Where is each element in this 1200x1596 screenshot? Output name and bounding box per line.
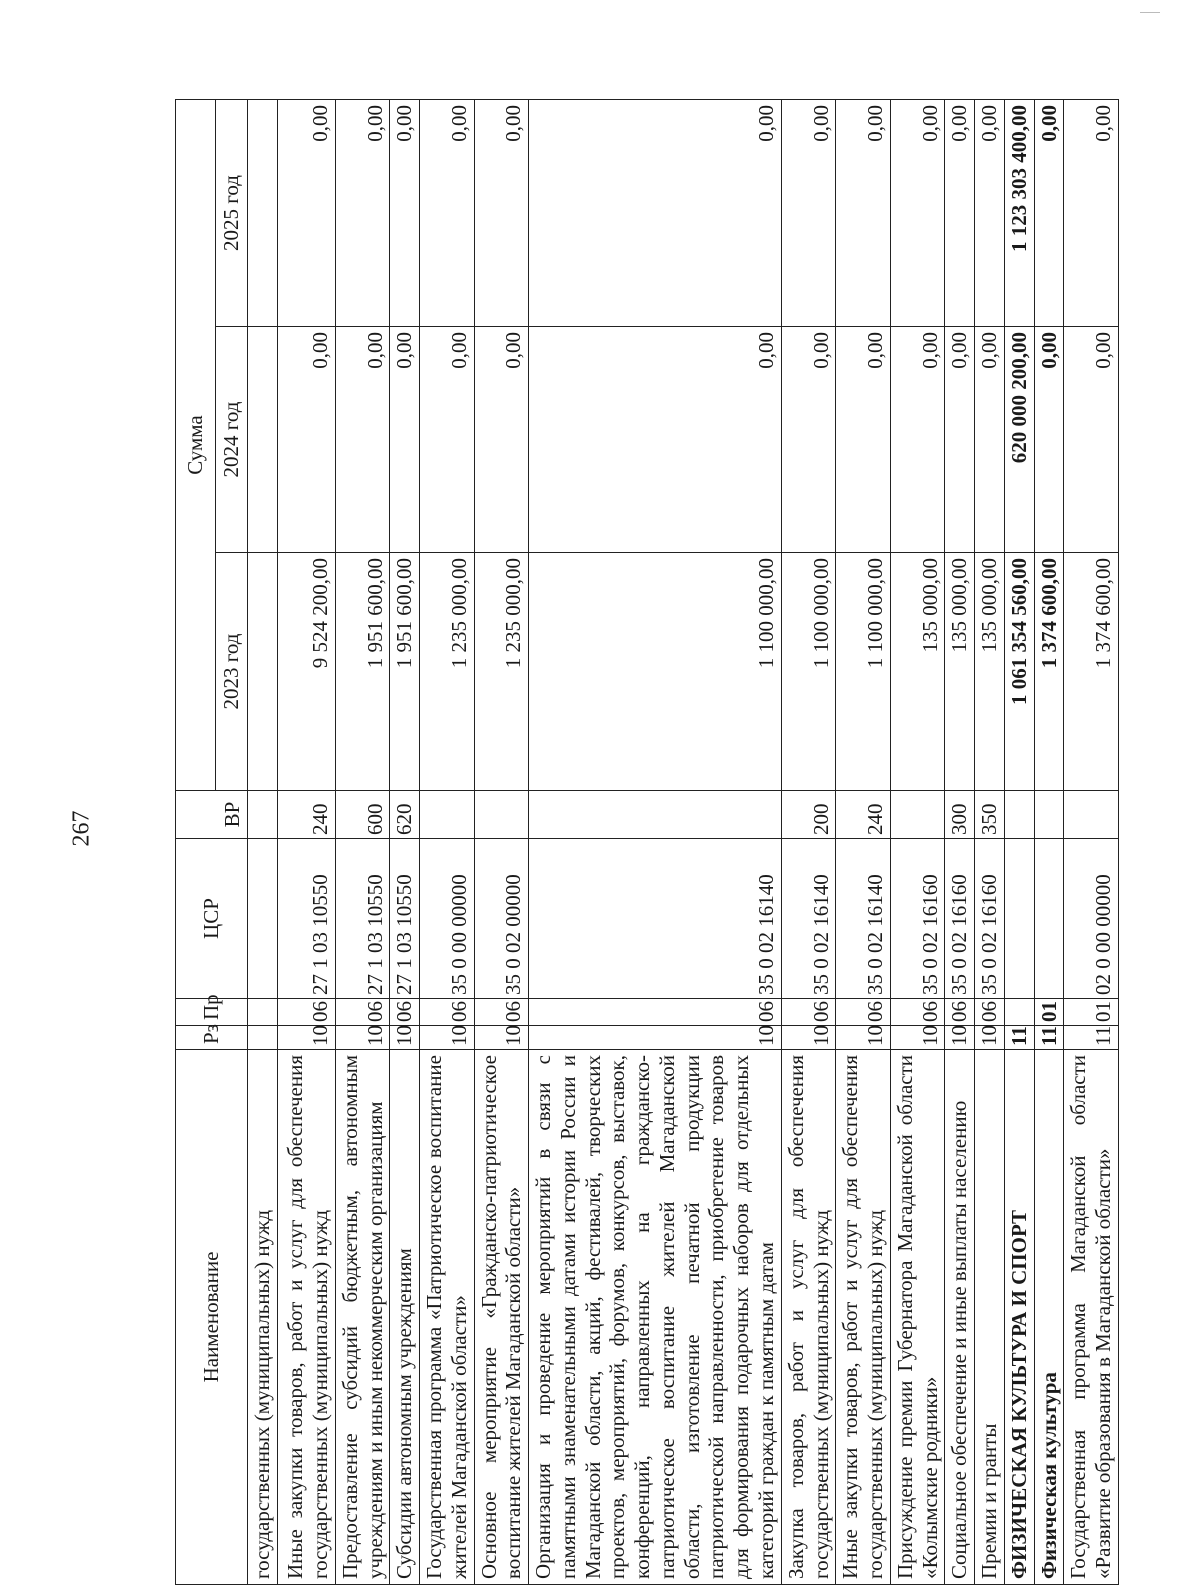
row-pr: 06 bbox=[390, 999, 420, 1026]
row-name: Иные закупки товаров, работ и услуг для обеспечения государственных (муниципальных) нужд bbox=[836, 1050, 891, 1585]
row-pr: 06 bbox=[945, 999, 975, 1026]
row-pr: 06 bbox=[529, 999, 782, 1026]
table-row bbox=[975, 99, 1005, 1584]
row-csr bbox=[1034, 839, 1064, 999]
row-rz: 11 bbox=[1004, 1026, 1034, 1050]
row-pr: 06 bbox=[335, 999, 390, 1026]
row-2025-value: 0,00 bbox=[975, 99, 1005, 326]
row-rz: 10 bbox=[474, 1026, 529, 1050]
row-2023-value: 1 100 000,00 bbox=[836, 553, 891, 791]
row-2024-value: 0,00 bbox=[781, 327, 836, 553]
row-rz: 10 bbox=[836, 1026, 891, 1050]
table-row bbox=[420, 99, 475, 1584]
row-vr: 350 bbox=[975, 791, 1005, 839]
row-csr: 35 0 02 16140 bbox=[781, 839, 836, 999]
row-pr: 06 bbox=[474, 999, 529, 1026]
row-2025-value: 1 123 303 400,00 bbox=[1004, 99, 1034, 326]
row-pr bbox=[248, 999, 278, 1026]
row-2024-value: 0,00 bbox=[1034, 327, 1064, 553]
row-2024-value: 620 000 200,00 bbox=[1004, 327, 1034, 553]
row-pr: 06 bbox=[836, 999, 891, 1026]
header-sum: Сумма bbox=[176, 99, 216, 790]
row-rz: 10 bbox=[420, 1026, 475, 1050]
row-2023-value bbox=[248, 553, 278, 791]
row-2025-value: 0,00 bbox=[945, 99, 975, 326]
row-2025-value: 0,00 bbox=[335, 99, 390, 326]
row-2025-value: 0,00 bbox=[890, 99, 945, 326]
row-2024-value: 0,00 bbox=[836, 327, 891, 553]
table-row bbox=[1064, 99, 1119, 1584]
row-vr bbox=[474, 791, 529, 839]
row-rz: 10 bbox=[781, 1026, 836, 1050]
row-name: Предоставление субсидий бюджетным, автономным учреждениям и иным некоммерческим организациям bbox=[335, 1050, 390, 1585]
row-2025-value: 0,00 bbox=[420, 99, 475, 326]
row-name: Закупка товаров, работ и услуг для обеспечения государственных (муниципальных) нужд bbox=[781, 1050, 836, 1585]
row-rz: 11 bbox=[1034, 1026, 1064, 1050]
row-vr bbox=[1064, 791, 1119, 839]
header-2023: 2023 год bbox=[216, 553, 248, 791]
row-vr bbox=[248, 791, 278, 839]
row-pr: 01 bbox=[1034, 999, 1064, 1026]
row-vr bbox=[420, 791, 475, 839]
row-rz: 10 bbox=[335, 1026, 390, 1050]
row-pr: 06 bbox=[890, 999, 945, 1026]
row-name: Иные закупки товаров, работ и услуг для обеспечения государственных (муниципальных) нужд bbox=[277, 1050, 335, 1585]
header-name: Наименование bbox=[176, 1050, 248, 1585]
table-row bbox=[335, 99, 390, 1584]
row-rz: 10 bbox=[890, 1026, 945, 1050]
row-2025-value: 0,00 bbox=[1064, 99, 1119, 326]
row-2023-value: 135 000,00 bbox=[890, 553, 945, 791]
row-vr: 620 bbox=[390, 791, 420, 839]
row-2023-value: 135 000,00 bbox=[945, 553, 975, 791]
row-vr: 240 bbox=[836, 791, 891, 839]
row-2023-value: 135 000,00 bbox=[975, 553, 1005, 791]
header-csr: ЦСР bbox=[176, 839, 248, 999]
row-vr: 300 bbox=[945, 791, 975, 839]
row-name: ФИЗИЧЕСКАЯ КУЛЬТУРА И СПОРТ bbox=[1004, 1050, 1034, 1585]
row-2025-value: 0,00 bbox=[1034, 99, 1064, 326]
row-2023-value: 1 100 000,00 bbox=[781, 553, 836, 791]
row-name: Присуждение премии Губернатора Магаданской области «Колымские родники» bbox=[890, 1050, 945, 1585]
row-csr bbox=[1004, 839, 1034, 999]
row-name: Социальное обеспечение и иные выплаты населению bbox=[945, 1050, 975, 1585]
row-vr: 200 bbox=[781, 791, 836, 839]
row-rz: 11 bbox=[1064, 1026, 1119, 1050]
row-2023-value: 1 374 600,00 bbox=[1064, 553, 1119, 791]
row-rz: 10 bbox=[945, 1026, 975, 1050]
table-row bbox=[1004, 99, 1034, 1584]
rotated-page bbox=[175, 100, 1116, 1585]
header-rz: Рз bbox=[176, 1026, 248, 1050]
row-2023-value: 9 524 200,00 bbox=[277, 553, 335, 791]
row-pr bbox=[1004, 999, 1034, 1026]
row-2024-value: 0,00 bbox=[529, 327, 782, 553]
row-rz: 10 bbox=[529, 1026, 782, 1050]
row-pr: 01 bbox=[1064, 999, 1119, 1026]
row-pr: 06 bbox=[781, 999, 836, 1026]
row-2024-value: 0,00 bbox=[277, 327, 335, 553]
row-2024-value: 0,00 bbox=[890, 327, 945, 553]
row-csr: 27 1 03 10550 bbox=[390, 839, 420, 999]
row-2025-value: 0,00 bbox=[781, 99, 836, 326]
row-2024-value: 0,00 bbox=[420, 327, 475, 553]
row-2023-value: 1 235 000,00 bbox=[474, 553, 529, 791]
row-csr: 35 0 02 16160 bbox=[945, 839, 975, 999]
header-pr: Пр bbox=[176, 999, 248, 1026]
row-2023-value: 1 235 000,00 bbox=[420, 553, 475, 791]
row-vr: 600 bbox=[335, 791, 390, 839]
row-name: Организация и проведение мероприятий в связи с памятными знаменательными датами истории России и Магаданской области, акций, фестивалей, творческих проектов, мероприятий, форумов, конкурсов, выставок, конференций, направленных на гражданско-патриотическое воспитание жителей Магаданской области, изготовление печатной продукции патриотической направленности, приобретение товаров для формирования подарочных наборов для отдельных категорий граждан к памятным датам bbox=[529, 1050, 782, 1585]
table-row bbox=[890, 99, 945, 1584]
row-csr bbox=[248, 839, 278, 999]
row-2023-value: 1 374 600,00 bbox=[1034, 553, 1064, 791]
table-row bbox=[474, 99, 529, 1584]
row-2024-value: 0,00 bbox=[945, 327, 975, 553]
row-vr bbox=[1004, 791, 1034, 839]
row-2024-value: 0,00 bbox=[975, 327, 1005, 553]
table-row bbox=[836, 99, 891, 1584]
row-2024-value bbox=[248, 327, 278, 553]
row-pr: 06 bbox=[975, 999, 1005, 1026]
row-2024-value: 0,00 bbox=[390, 327, 420, 553]
row-2023-value: 1 061 354 560,00 bbox=[1004, 553, 1034, 791]
row-rz: 10 bbox=[277, 1026, 335, 1050]
row-rz bbox=[248, 1026, 278, 1050]
row-csr: 27 1 03 10550 bbox=[335, 839, 390, 999]
table-row bbox=[390, 99, 420, 1584]
table-row bbox=[277, 99, 335, 1584]
row-csr: 02 0 00 00000 bbox=[1064, 839, 1119, 999]
row-2025-value: 0,00 bbox=[836, 99, 891, 326]
table-row bbox=[248, 99, 278, 1584]
row-2025-value: 0,00 bbox=[474, 99, 529, 326]
budget-table bbox=[175, 99, 1119, 1585]
row-name: Основное мероприятие «Гражданско-патриотическое воспитание жителей Магаданской области» bbox=[474, 1050, 529, 1585]
row-2025-value: 0,00 bbox=[390, 99, 420, 326]
row-csr: 35 0 02 16140 bbox=[529, 839, 782, 999]
row-csr: 35 0 02 00000 bbox=[474, 839, 529, 999]
row-2023-value: 1 100 000,00 bbox=[529, 553, 782, 791]
row-2025-value: 0,00 bbox=[277, 99, 335, 326]
row-pr: 06 bbox=[420, 999, 475, 1026]
row-rz: 10 bbox=[390, 1026, 420, 1050]
row-2025-value bbox=[248, 99, 278, 326]
row-name: Государственная программа Магаданской области «Развитие образования в Магаданской области» bbox=[1064, 1050, 1119, 1585]
row-2025-value: 0,00 bbox=[529, 99, 782, 326]
row-2023-value: 1 951 600,00 bbox=[390, 553, 420, 791]
page-number: 267 bbox=[68, 810, 95, 847]
row-vr bbox=[1034, 791, 1064, 839]
row-2024-value: 0,00 bbox=[474, 327, 529, 553]
row-name: государственных (муниципальных) нужд bbox=[248, 1050, 278, 1585]
table-row bbox=[1034, 99, 1064, 1584]
row-csr: 35 0 00 00000 bbox=[420, 839, 475, 999]
row-name: Физическая культура bbox=[1034, 1050, 1064, 1585]
row-pr: 06 bbox=[277, 999, 335, 1026]
scan-mark bbox=[1140, 12, 1160, 13]
row-rz: 10 bbox=[975, 1026, 1005, 1050]
row-2023-value: 1 951 600,00 bbox=[335, 553, 390, 791]
row-vr: 240 bbox=[277, 791, 335, 839]
header-vr: ВР bbox=[176, 791, 248, 839]
table-row bbox=[529, 99, 782, 1584]
header-2024: 2024 год bbox=[216, 327, 248, 553]
row-name: Субсидии автономным учреждениям bbox=[390, 1050, 420, 1585]
row-csr: 27 1 03 10550 bbox=[277, 839, 335, 999]
row-vr bbox=[890, 791, 945, 839]
table-row bbox=[781, 99, 836, 1584]
table-row bbox=[945, 99, 975, 1584]
row-2024-value: 0,00 bbox=[335, 327, 390, 553]
row-name: Премии и гранты bbox=[975, 1050, 1005, 1585]
row-name: Государственная программа «Патриотическое воспитание жителей Магаданской области» bbox=[420, 1050, 475, 1585]
row-csr: 35 0 02 16140 bbox=[836, 839, 891, 999]
row-csr: 35 0 02 16160 bbox=[890, 839, 945, 999]
row-2024-value: 0,00 bbox=[1064, 327, 1119, 553]
row-vr bbox=[529, 791, 782, 839]
row-csr: 35 0 02 16160 bbox=[975, 839, 1005, 999]
header-2025: 2025 год bbox=[216, 99, 248, 326]
